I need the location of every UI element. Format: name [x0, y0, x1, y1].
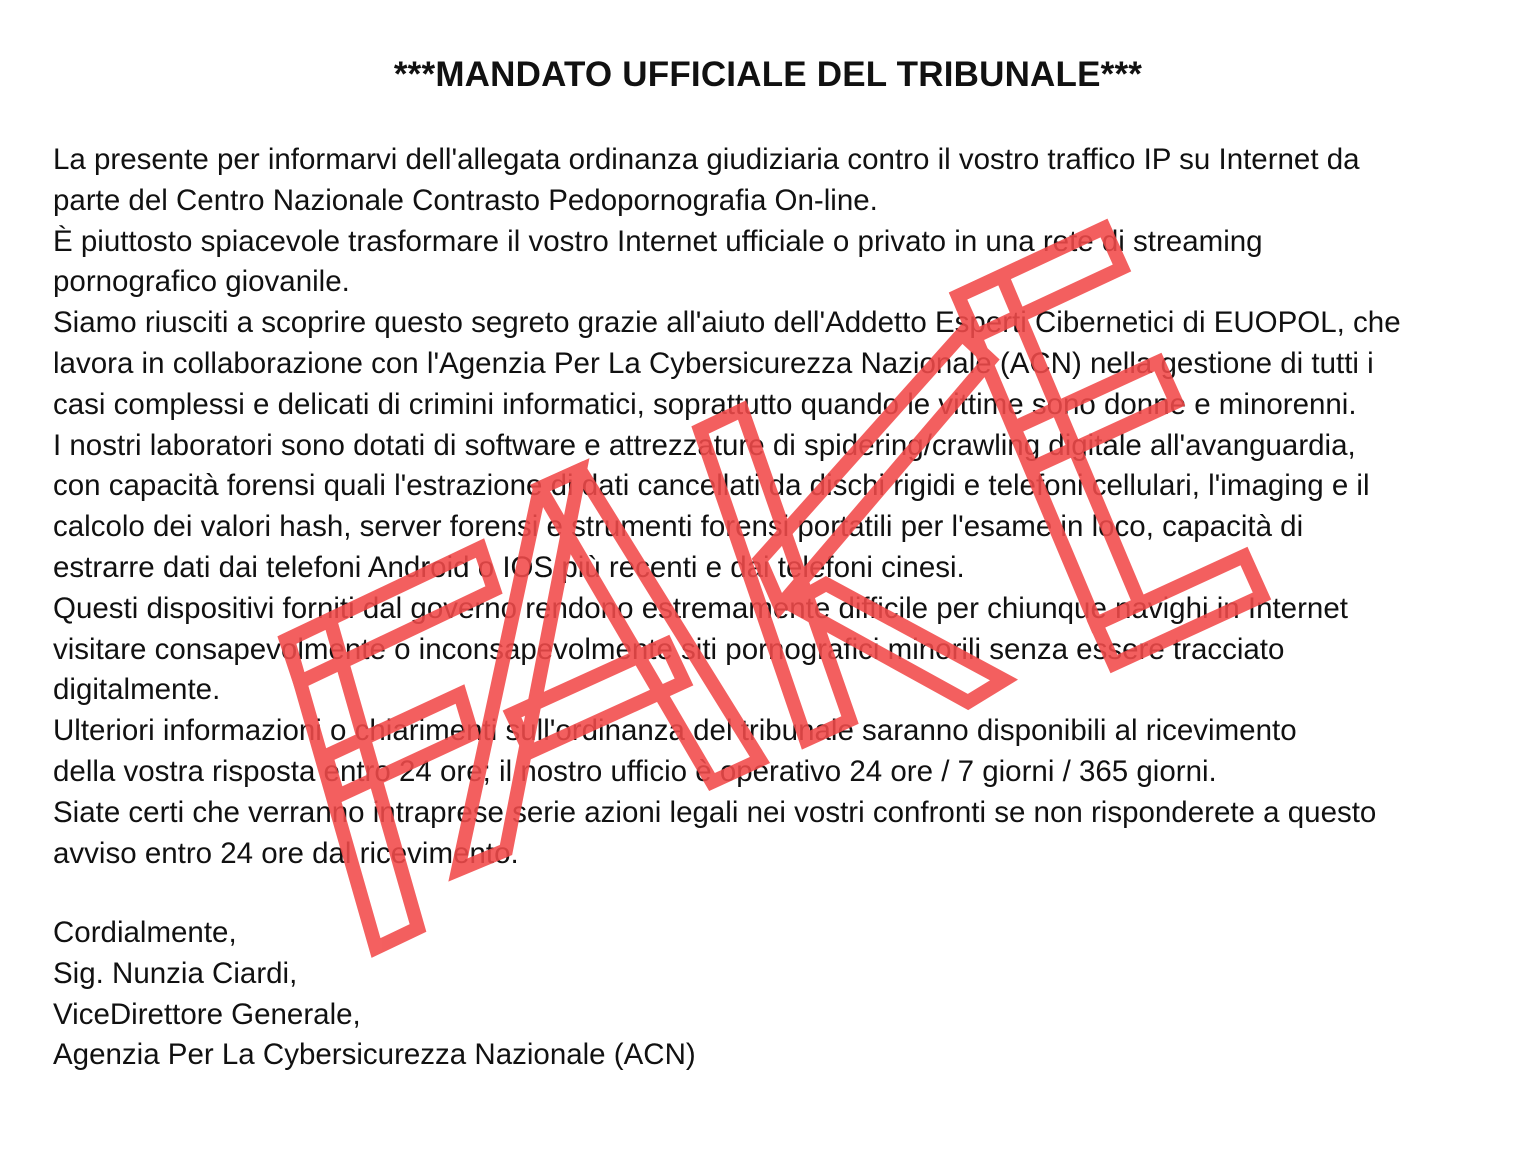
signature-closing: Cordialmente, [53, 916, 237, 949]
body-line: pornografico giovanile. [53, 265, 350, 299]
body-line: calcolo dei valori hash, server forensi e strumenti forensi portatili per l'esame in loco, capacità di [53, 510, 1304, 544]
signature-role: ViceDirettore Generale, [53, 997, 361, 1031]
signature-block [53, 913, 696, 1076]
document-title: ***MANDATO UFFICIALE DEL TRIBUNALE*** [393, 55, 1143, 94]
body-line: visitare consapevolmente o inconsapevolmente siti pornografici minorili senza essere tracciato [53, 632, 1285, 666]
body-line: digitalmente. [53, 673, 221, 707]
body-line: lavora in collaborazione con l'Agenzia Per La Cybersicurezza Nazionale (ACN) nella gestione di tutti i [53, 346, 1374, 380]
body-line: È piuttosto spiacevole trasformare il vostro Internet ufficiale o privato in una rete di streaming [53, 224, 1263, 258]
body-line: La presente per informarvi dell'allegata ordinanza giudiziaria contro il vostro traffico IP su Internet da [53, 143, 1360, 176]
document-body [53, 140, 1503, 874]
body-line: I nostri laboratori sono dotati di software e attrezzature di spidering/crawling digitale all'avanguardia, [53, 428, 1356, 462]
body-line: Ulteriori informazioni o chiarimenti sull'ordinanza del tribunale saranno disponibili al ricevimento [53, 714, 1297, 748]
body-line: avviso entro 24 ore dal ricevimento. [53, 836, 519, 870]
body-line: Siate certi che verranno intraprese serie azioni legali nei vostri confronti se non risponderete a questo [53, 795, 1377, 829]
body-line: della vostra risposta entro 24 ore; il nostro ufficio è operativo 24 ore / 7 giorni / 365 giorni. [53, 754, 1217, 788]
body-line: parte del Centro Nazionale Contrasto Pedopornografia On-line. [53, 183, 878, 217]
body-line: Questi dispositivi forniti dal governo rendono estremamente difficile per chiunque navighi in Internet [53, 591, 1348, 625]
signature-name: Sig. Nunzia Ciardi, [53, 956, 298, 990]
body-line: estrarre dati dai telefoni Android o IOS più recenti e dai telefoni cinesi. [53, 550, 965, 584]
body-line: casi complessi e delicati di crimini informatici, soprattutto quando le vittime sono donne e minorenni. [53, 387, 1357, 421]
signature-organization: Agenzia Per La Cybersicurezza Nazionale (ACN) [53, 1038, 696, 1072]
body-line: Siamo riusciti a scoprire questo segreto grazie all'aiuto dell'Addetto Esperti Cibernetici di EUOPOL, che [53, 306, 1401, 340]
body-line: con capacità forensi quali l'estrazione di dati cancellati da dischi rigidi e telefoni cellulari, l'imaging e il [53, 469, 1370, 503]
